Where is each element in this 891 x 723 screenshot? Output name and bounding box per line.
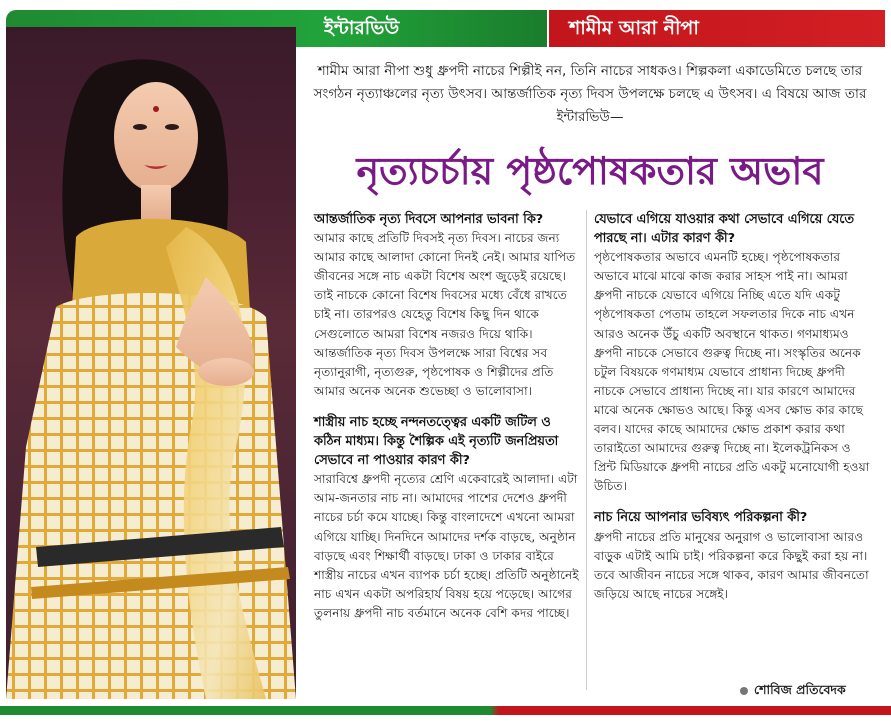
footer-bar — [0, 706, 891, 715]
byline — [740, 682, 846, 702]
answer: ধ্রুপদী নাচের প্রতি মানুষের অনুরাগ ও ভালোবাসা আরও বাড়ুক এটাই আমি চাই। পরিকল্পনা করে কিছুই করা হয় না। তবে আজীবন নাচের সঙ্গে থাকব, কারণ আমার জীবনতো জড়িয়ে আছে নাচের সঙ্গেই। — [594, 529, 869, 601]
answer: সারাবিশ্বে ধ্রুপদী নৃত্যের শ্রেণি একেবারেই আলাদা। এটা আম-জনতার নাচ না। আমাদের পাশের দেশেও ধ্রুপদী নাচের চর্চা কমে যাচ্ছে। কিন্তু বাংলাদেশে এখনো আমরা এগিয়ে যাচ্ছি। দিনদিনে আমাদের দর্শক বাড়ছে, অনুষ্ঠান বাড়ছে এবং শিক্ষার্থী বাড়ছে। ঢাকা ও ঢাকার বাইরে শাস্ত্রীয় নাচের এখন ব্যাপক চর্চা হচ্ছে। প্রতিটি অনুষ্ঠানেই নাচ এখন একটা অপরিহার্য বিষয় হয়ে পড়েছে। আগের তুলনায় ধ্রুপদী নাচ বর্তমানে অনেক বেশি কদর পাচ্ছে। — [314, 472, 579, 620]
section-label: ইন্টারভিউ — [324, 17, 400, 39]
headline: নৃত্যচর্চায় পৃষ্ঠপোষকতার অভাব — [356, 149, 824, 193]
column-divider — [586, 210, 587, 690]
dancer-photo — [6, 27, 296, 699]
question: আন্তর্জাতিক নৃত্য দিবসে আপনার ভাবনা কি? — [314, 212, 544, 227]
question: নাচ নিয়ে আপনার ভবিষ্যৎ পরিকল্পনা কী? — [594, 510, 808, 526]
question: শাস্ত্রীয় নাচ হচ্ছে নন্দনতত্ত্বের একটি জটিল ও কঠিন মাধ্যম। কিন্তু শৈল্পিক এই নৃত্যটি জনপ্রিয়তা সেভাবে না পাওয়ার কারণ কী? — [314, 414, 559, 469]
dancer-illustration — [6, 27, 296, 699]
answer: পৃষ্ঠপোষকতার অভাবে এমনটি হচ্ছে। পৃষ্ঠপোষকতার অভাবে মাঝে মাঝে কাজ করার সাহস পাই না। আমরা ধ্রুপদী নাচকে যেভাবে এগিয়ে নিচ্ছি এতে যদি একটু পৃষ্ঠপোষকতা পেতাম তাহলে সফলতার দিকে নাচ এখন আরও অনেক উঁচু একটি অবস্থানে থাকত। গণমাধ্যমও ধ্রুপদী নাচকে সেভাবে গুরুত্ব দিচ্ছে না। সংস্কৃতির অনেক চটুল বিষয়কে গণমাধ্যম যেভাবে প্রাধান্য দিচ্ছে ধ্রুপদী নাচকে সেভাবে প্রাধান্য দিচ্ছে না। যার কারণে আমাদের মাঝে অনেক ক্ষোভও আছে। কিন্তু এসব ক্ষোভ কার কাছে বলব। যাদের কাছে আমাদের ক্ষোভ প্রকাশ করার কথা তারাইতো আমাদের গুরুত্ব দিচ্ছে না। ইলেকট্রনিকস ও প্রিন্ট মিডিয়াকে ধ্রুপদী নাচের প্রতি একটু মনোযোগী হওয়া উচিত। — [594, 250, 870, 494]
intro-paragraph: শামীম আরা নীপা শুধু ধ্রুপদী নাচের শিল্পীই নন, তিনি নাচের সাধকও। শিল্পকলা একাডেমিতে চলছে তার সংগঠন নৃত্যাঞ্চলের নৃত্য উৎসব। আন্তর্জাতিক নৃত্য দিবস উপলক্ষে চলছে এ উৎসব। এ বিষয়ে আজ তার ইন্টারভিউ— — [313, 63, 867, 125]
byline-text: শোবিজ প্রতিবেদক — [754, 682, 846, 697]
left-column — [314, 210, 580, 635]
answer: আমার কাছে প্রতিটি দিবসই নৃত্য দিবস। নাচের জন্য আমার কাছে আলাদা কোনো দিনই নেই। আমার যাপিত জীবনের সঙ্গে নাচ একটা বিশেষ অংশ জুড়েই রয়েছে। তাই নাচকে কোনো বিশেষ দিবসের মধ্যে বেঁধে রাখতে চাই না। তারপরও যেহেতু বিশেষ কিছু দিন থাকে সেগুলোতে আমরা বিশেষ নজরও দিয়ে থাকি। আন্তর্জাতিক নৃত্য দিবস উপলক্ষে সারা বিশ্বের সব নৃত্যানুরাগী, নৃত্যগুরু, পৃষ্ঠপোষক ও শিল্পীদের প্রতি আমার অনেক অনেক শুভেচ্ছা ও ভালোবাসা। — [314, 231, 576, 398]
interviewee-header-bar — [549, 10, 885, 47]
interviewee-name: শামীম আরা নীপা — [569, 17, 699, 39]
bullet-icon — [740, 687, 748, 695]
question: যেভাবে এগিয়ে যাওয়ার কথা সেভাবে এগিয়ে যেতে পারছে না। এটার কারণ কী? — [594, 212, 854, 247]
right-column — [594, 210, 876, 616]
